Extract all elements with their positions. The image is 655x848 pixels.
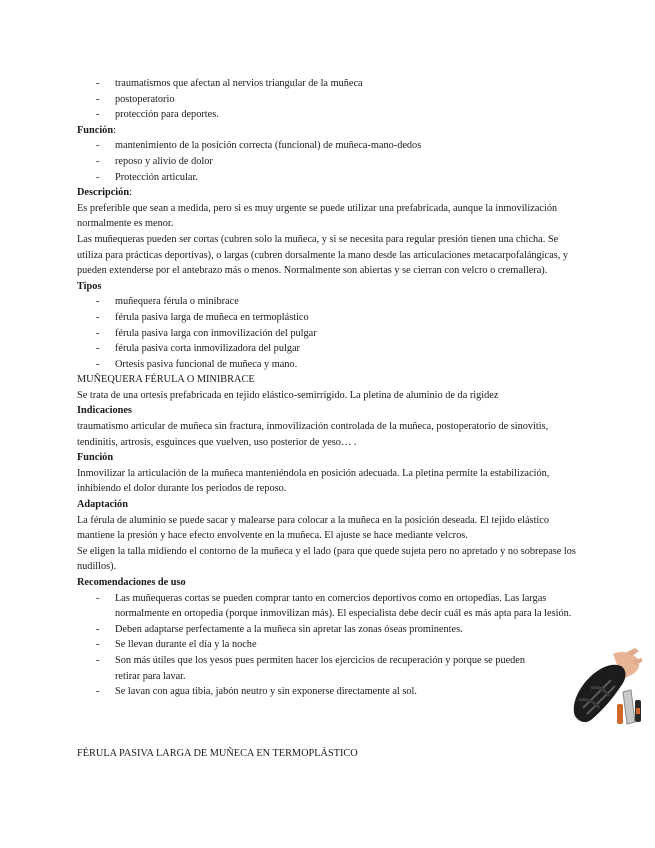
indicaciones-heading: Indicaciones xyxy=(77,405,132,417)
minibrace-funcion-text: Inmovilizar la articulación de la muñeca manteniéndola en posición adecuada. La pletina permite la estabilización, inhibiendo el dolor durante los periodos de reposo. xyxy=(77,467,550,495)
descripcion-heading: Descripción: xyxy=(77,187,132,199)
final-section-title: FÉRULA PASIVA LARGA DE MUÑECA EN TERMOPLÁSTICO xyxy=(77,748,358,759)
descripcion-paragraph-2: Las muñequeras pueden ser cortas (cubren solo la muñeca, y si se necesita para regular presión tienen una chicha. Se utiliza para prácticas deportivas), o largas (cubren dorsalmente la mano desde las articulaciones metacarpofalángicas, y pueden extenderse por el antebrazo más o menos. Normalmente son abiertas y se cierran con velcro o cremallera). xyxy=(77,233,568,277)
list-item: - Son más útiles que los yesos pues permiten hacer los ejercicios de recuperación y porque se pueden retirar para lavar. xyxy=(77,653,545,684)
minibrace-description: Se trata de una ortesis prefabricada en tejido elástico-semirrígido. La pletina de aluminio de da rigidez xyxy=(77,389,499,401)
funcion-list xyxy=(77,138,582,185)
list-item: - postoperatorio xyxy=(77,92,582,108)
adaptacion-heading: Adaptación xyxy=(77,499,128,511)
minibrace-funcion-heading: Función xyxy=(77,452,114,464)
tipos-list xyxy=(77,294,582,372)
intro-list xyxy=(77,76,582,123)
list-item: - mantenimiento de la posición correcta (funcional) de muñeca-mano-dedos xyxy=(77,138,582,154)
list-item: - protección para deportes. xyxy=(77,107,582,123)
list-item: - férula pasiva corta inmovilizadora del pulgar xyxy=(77,341,582,357)
descripcion-paragraph-1: Es preferible que sean a medida, pero si es muy urgente se puede utilizar una prefabricada, aunque la inmovilización normalmente es menor. xyxy=(77,202,558,230)
minibrace-title: MUÑEQUERA FÉRULA O MINIBRACE xyxy=(77,374,255,386)
list-item: - traumatismos que afectan al nervios triangular de la muñeca xyxy=(77,76,582,92)
list-item: - reposo y alivio de dolor xyxy=(77,154,582,170)
list-item: - Las muñequeras cortas se pueden comprar tanto en comercios deportivos como en ortopedias. Las largas normalmente en ortopedia (porque inmovilizan más). El especialista debe decir cuál es más apta para la lesión. xyxy=(77,591,582,622)
document-body xyxy=(77,76,582,700)
list-item: - férula pasiva larga con inmovilización del pulgar xyxy=(77,326,582,342)
list-item: - Ortesis pasiva funcional de muñeca y mano. xyxy=(77,357,582,373)
list-item: - férula pasiva larga de muñeca en termoplástico xyxy=(77,310,582,326)
list-item: - Deben adaptarse perfectamente a la muñeca sin apretar las zonas óseas prominentes. xyxy=(77,622,545,638)
recomendaciones-list xyxy=(77,591,582,700)
list-item: - Protección articular. xyxy=(77,170,582,186)
adaptacion-paragraph-2: Se eligen la talla midiendo el contorno de la muñeca y el lado (para que quede sujeta pero no apretado y no sobrepase los nudillos). xyxy=(77,545,576,573)
funcion-heading: Función: xyxy=(77,124,116,136)
adaptacion-paragraph-1: La férula de aluminio se puede sacar y malearse para colocar a la muñeca en la posición deseada. El tejido elástico mantiene la presión y hace efecto envolvente en la muñeca. El ajuste se hace mediante velcros. xyxy=(77,514,550,542)
tipos-heading: Tipos xyxy=(77,280,102,292)
wrist-brace-photo-icon xyxy=(561,648,643,728)
indicaciones-text: traumatismo articular de muñeca sin fractura, inmovilización controlada de la muñeca, postoperatorio de sinovitis, tendinitis, artrosis, esguinces que vuelven, uso posterior de yeso… . xyxy=(77,421,549,448)
recomendaciones-heading: Recomendaciones de uso xyxy=(77,577,186,588)
list-item: - muñequera férula o minibrace xyxy=(77,294,582,310)
list-item: - Se lavan con agua tibia, jabón neutro y sin exponerse directamente al sol. xyxy=(77,684,545,700)
list-item: - Se llevan durante el día y la noche xyxy=(77,637,545,653)
